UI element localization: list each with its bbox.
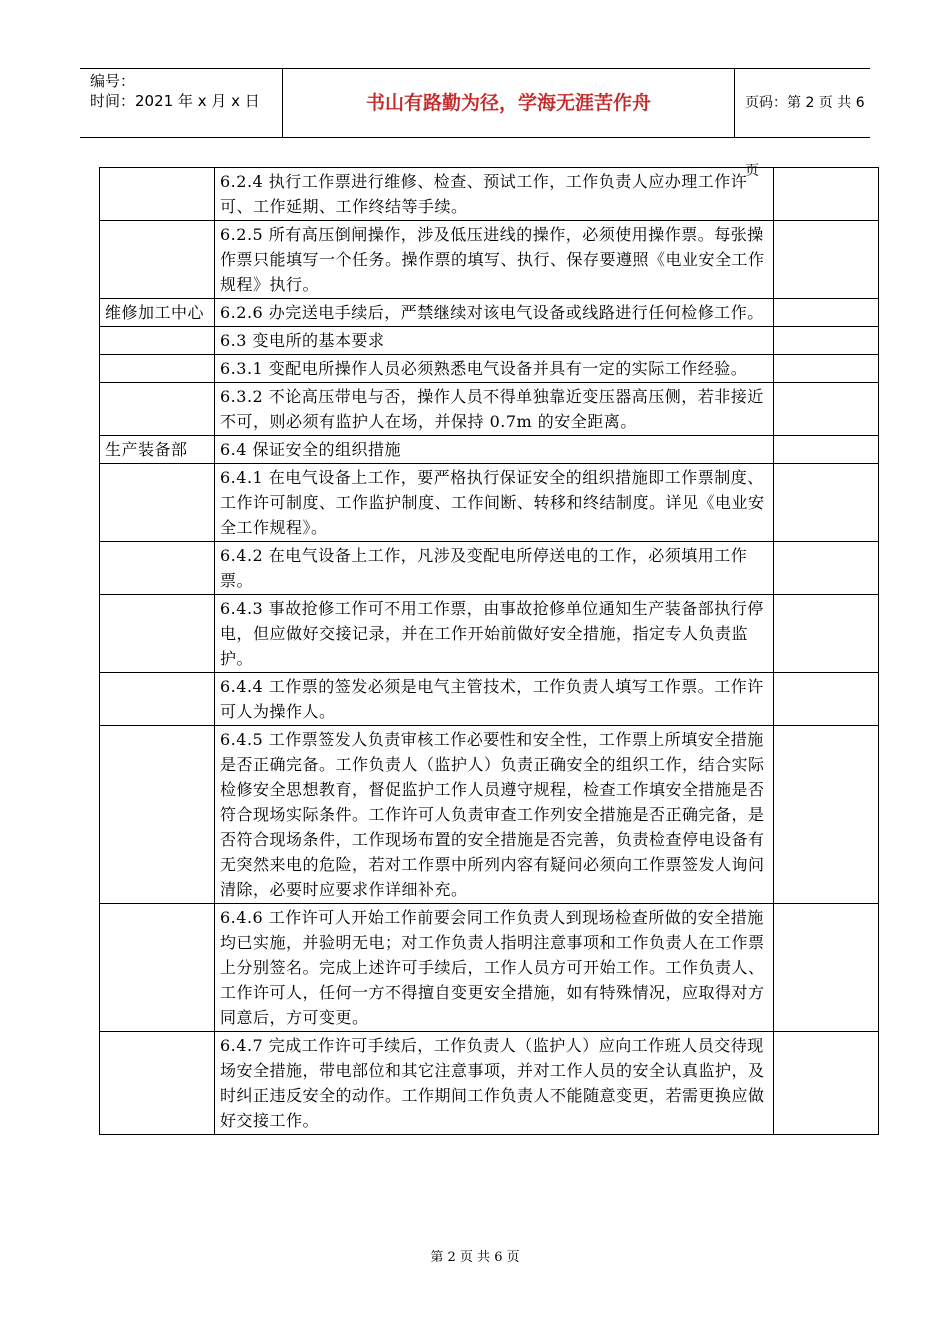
table-row xyxy=(100,904,879,1032)
table-row xyxy=(100,327,879,355)
table-row xyxy=(100,168,879,221)
department-cell xyxy=(100,383,215,436)
table-row xyxy=(100,436,879,464)
remark-cell xyxy=(774,904,879,1032)
department-cell xyxy=(100,1032,215,1135)
department-cell xyxy=(100,673,215,726)
remark-cell xyxy=(774,436,879,464)
remark-cell xyxy=(774,542,879,595)
department-cell xyxy=(100,595,215,673)
department-cell xyxy=(100,726,215,904)
department-cell xyxy=(100,464,215,542)
remark-cell xyxy=(774,673,879,726)
procedure-text-cell: 6.4 保证安全的组织措施 xyxy=(215,436,774,464)
procedure-text-cell: 6.4.2 在电气设备上工作，凡涉及变配电所停送电的工作，必须填用工作票。 xyxy=(215,542,774,595)
procedure-text-cell: 6.3.1 变配电所操作人员必须熟悉电气设备并具有一定的实际工作经验。 xyxy=(215,355,774,383)
table-row xyxy=(100,355,879,383)
procedure-text-cell: 6.2.6 办完送电手续后，严禁继续对该电气设备或线路进行任何检修工作。 xyxy=(215,299,774,327)
remark-cell xyxy=(774,1032,879,1135)
procedure-text-cell: 6.3 变电所的基本要求 xyxy=(215,327,774,355)
remark-cell xyxy=(774,595,879,673)
department-cell xyxy=(100,355,215,383)
department-cell: 生产装备部 xyxy=(100,436,215,464)
procedure-text-cell: 6.4.7 完成工作许可手续后，工作负责人（监护人）应向工作班人员交待现场安全措施，带电部位和其它注意事项，并对工作人员的安全认真监护，及时纠正违反安全的动作。工作期间工作负责人不能随意变更，若需更换应做好交接工作。 xyxy=(215,1032,774,1135)
department-cell xyxy=(100,221,215,299)
remark-cell xyxy=(774,464,879,542)
department-cell xyxy=(100,327,215,355)
page-footer: 第 2 页 共 6 页 xyxy=(430,1250,520,1265)
department-cell xyxy=(100,168,215,221)
department-cell xyxy=(100,904,215,1032)
remark-cell xyxy=(774,221,879,299)
table-row xyxy=(100,595,879,673)
department-cell: 维修加工中心 xyxy=(100,299,215,327)
remark-cell xyxy=(774,327,879,355)
table-row xyxy=(100,464,879,542)
table-row xyxy=(100,383,879,436)
procedure-text-cell: 6.4.3 事故抢修工作可不用工作票，由事故抢修单位通知生产装备部执行停电，但应做好交接记录，并在工作开始前做好安全措施，指定专人负责监护。 xyxy=(215,595,774,673)
table-row xyxy=(100,726,879,904)
procedure-table xyxy=(99,167,879,1135)
table-row xyxy=(100,299,879,327)
table-row xyxy=(100,673,879,726)
procedure-text-cell: 6.3.2 不论高压带电与否，操作人员不得单独靠近变压器高压侧，若非接近不可，则必须有监护人在场，并保持 0.7m 的安全距离。 xyxy=(215,383,774,436)
document-date-label: 时间：2021 年 x 月 x 日 xyxy=(90,92,260,110)
page-header xyxy=(80,68,870,179)
department-cell xyxy=(100,542,215,595)
document-number-label: 编号： xyxy=(90,72,136,90)
procedure-text-cell: 6.2.5 所有高压倒闸操作，涉及低压进线的操作，必须使用操作票。每张操作票只能填写一个任务。操作票的填写、执行、保存要遵照《电业安全工作规程》执行。 xyxy=(215,221,774,299)
procedure-text-cell: 6.4.5 工作票签发人负责审核工作必要性和安全性，工作票上所填安全措施是否正确完备。工作负责人（监护人）负责正确安全的组织工作，结合实际检修安全思想教育，督促监护工作人员遵守规程，检查工作填安全措施是否符合现场实际条件。工作许可人负责审查工作列安全措施是否正确完备，是否符合现场条件，工作现场布置的安全措施是否完善，负责检查停电设备有无突然来电的危险，若对工作票中所列内容有疑问必须向工作票签发人询问清除，必要时应要求作详细补充。 xyxy=(215,726,774,904)
remark-cell xyxy=(774,383,879,436)
procedure-text-cell: 6.4.6 工作许可人开始工作前要会同工作负责人到现场检查所做的安全措施均已实施，并验明无电；对工作负责人指明注意事项和工作负责人在工作票上分别签名。完成上述许可手续后，工作人员方可开始工作。工作负责人、工作许可人，任何一方不得擅自变更安全措施，如有特殊情况，应取得对方同意后，方可变更。 xyxy=(215,904,774,1032)
procedure-text-cell: 6.2.4 执行工作票进行维修、检查、预试工作，工作负责人应办理工作许可、工作延期、工作终结等手续。 xyxy=(215,168,774,221)
table-row xyxy=(100,542,879,595)
header-page-number: 页码：第 2 页 共 6 页 xyxy=(745,95,865,179)
table-row xyxy=(100,221,879,299)
remark-cell xyxy=(774,299,879,327)
header-meta xyxy=(80,69,283,137)
procedure-text-cell: 6.4.1 在电气设备上工作，要严格执行保证安全的组织措施即工作票制度、工作许可制度、工作监护制度、工作间断、转移和终结制度。详见《电业安全工作规程》。 xyxy=(215,464,774,542)
remark-cell xyxy=(774,168,879,221)
procedure-text-cell: 6.4.4 工作票的签发必须是电气主管技术，工作负责人填写工作票。工作许可人为操作人。 xyxy=(215,673,774,726)
header-slogan: 书山有路勤为径，学海无涯苦作舟 xyxy=(283,69,735,137)
remark-cell xyxy=(774,726,879,904)
remark-cell xyxy=(774,355,879,383)
table-row xyxy=(100,1032,879,1135)
